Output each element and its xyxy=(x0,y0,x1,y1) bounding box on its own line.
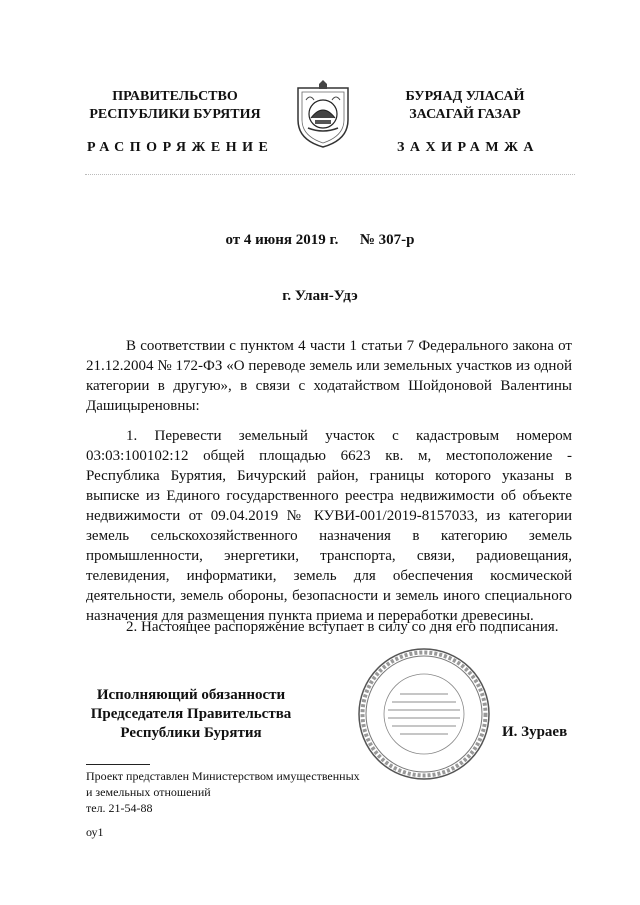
document-code: оу1 xyxy=(86,825,104,839)
header-left-block xyxy=(80,88,270,124)
city: г. Улан-Удэ xyxy=(282,288,358,304)
footnote-line-2: и земельных отношений xyxy=(86,785,211,799)
item-1-paragraph: 1. Перевести земельный участок с кадастровым номером 03:03:100102:12 общей площадью 6623 кв. м, местоположение - Республика Бурятия, Бичурский район, границы которого указаны в выписке из Единого государственного реестра недвижимости об объекте недвижимости от 09.04.2019 № КУВИ-001/2019-8157033, из категории земель сельскохозяйственного назначения в категорию земель промышленности, энергетики, транспорта, связи, радиовещания, телевидения, информатики, земель для обеспечения космической деятельности, земель обороны, безопасности и земель иного специального назначения для размещения пункта приема и переработки древесины. xyxy=(86,428,572,624)
government-title-buryat: БУРЯАД УЛАСАЙ xyxy=(405,89,525,104)
signatory-line-2: Председателя Правительства xyxy=(90,706,292,722)
intro-paragraph: В соответствии с пунктом 4 части 1 статьи 7 Федерального закона от 21.12.2004 № 172-ФЗ «О переводе земель или земельных участков из одной категории в другую», в связи с ходатайством Шойдоновой Валентины Дашицыреновны: xyxy=(86,338,572,414)
doc-type-buryat: ЗАХИРАМЖА xyxy=(397,140,540,155)
government-title: ПРАВИТЕЛЬСТВО xyxy=(112,89,238,104)
doc-type-russian: РАСПОРЯЖЕНИЕ xyxy=(87,140,274,155)
republic-title: РЕСПУБЛИКИ БУРЯТИЯ xyxy=(89,107,261,122)
footnote-line-1: Проект представлен Министерством имущественных xyxy=(86,769,360,783)
document-number: № 307-р xyxy=(359,232,415,248)
footnote-divider xyxy=(86,764,150,765)
republic-title-buryat: ЗАСАГАЙ ГАЗАР xyxy=(409,107,521,122)
official-stamp xyxy=(356,646,492,782)
header-right-block xyxy=(380,88,550,124)
emblem-icon xyxy=(292,80,354,150)
footnote-block xyxy=(86,768,360,816)
header-divider xyxy=(85,174,575,175)
stamp-icon xyxy=(356,646,492,782)
item-2-paragraph: 2. Настоящее распоряжение вступает в силу со дня его подписания. xyxy=(126,619,559,635)
signatory-line-1: Исполняющий обязанности xyxy=(96,687,286,703)
signatory-title xyxy=(86,686,296,743)
coat-of-arms-emblem xyxy=(292,80,354,150)
footnote-phone: тел. 21-54-88 xyxy=(86,801,153,815)
signatory-line-3: Республики Бурятия xyxy=(120,725,262,741)
document-date: от 4 июня 2019 г. xyxy=(225,232,339,248)
signatory-name: И. Зураев xyxy=(502,724,568,740)
date-number-line xyxy=(0,232,640,249)
